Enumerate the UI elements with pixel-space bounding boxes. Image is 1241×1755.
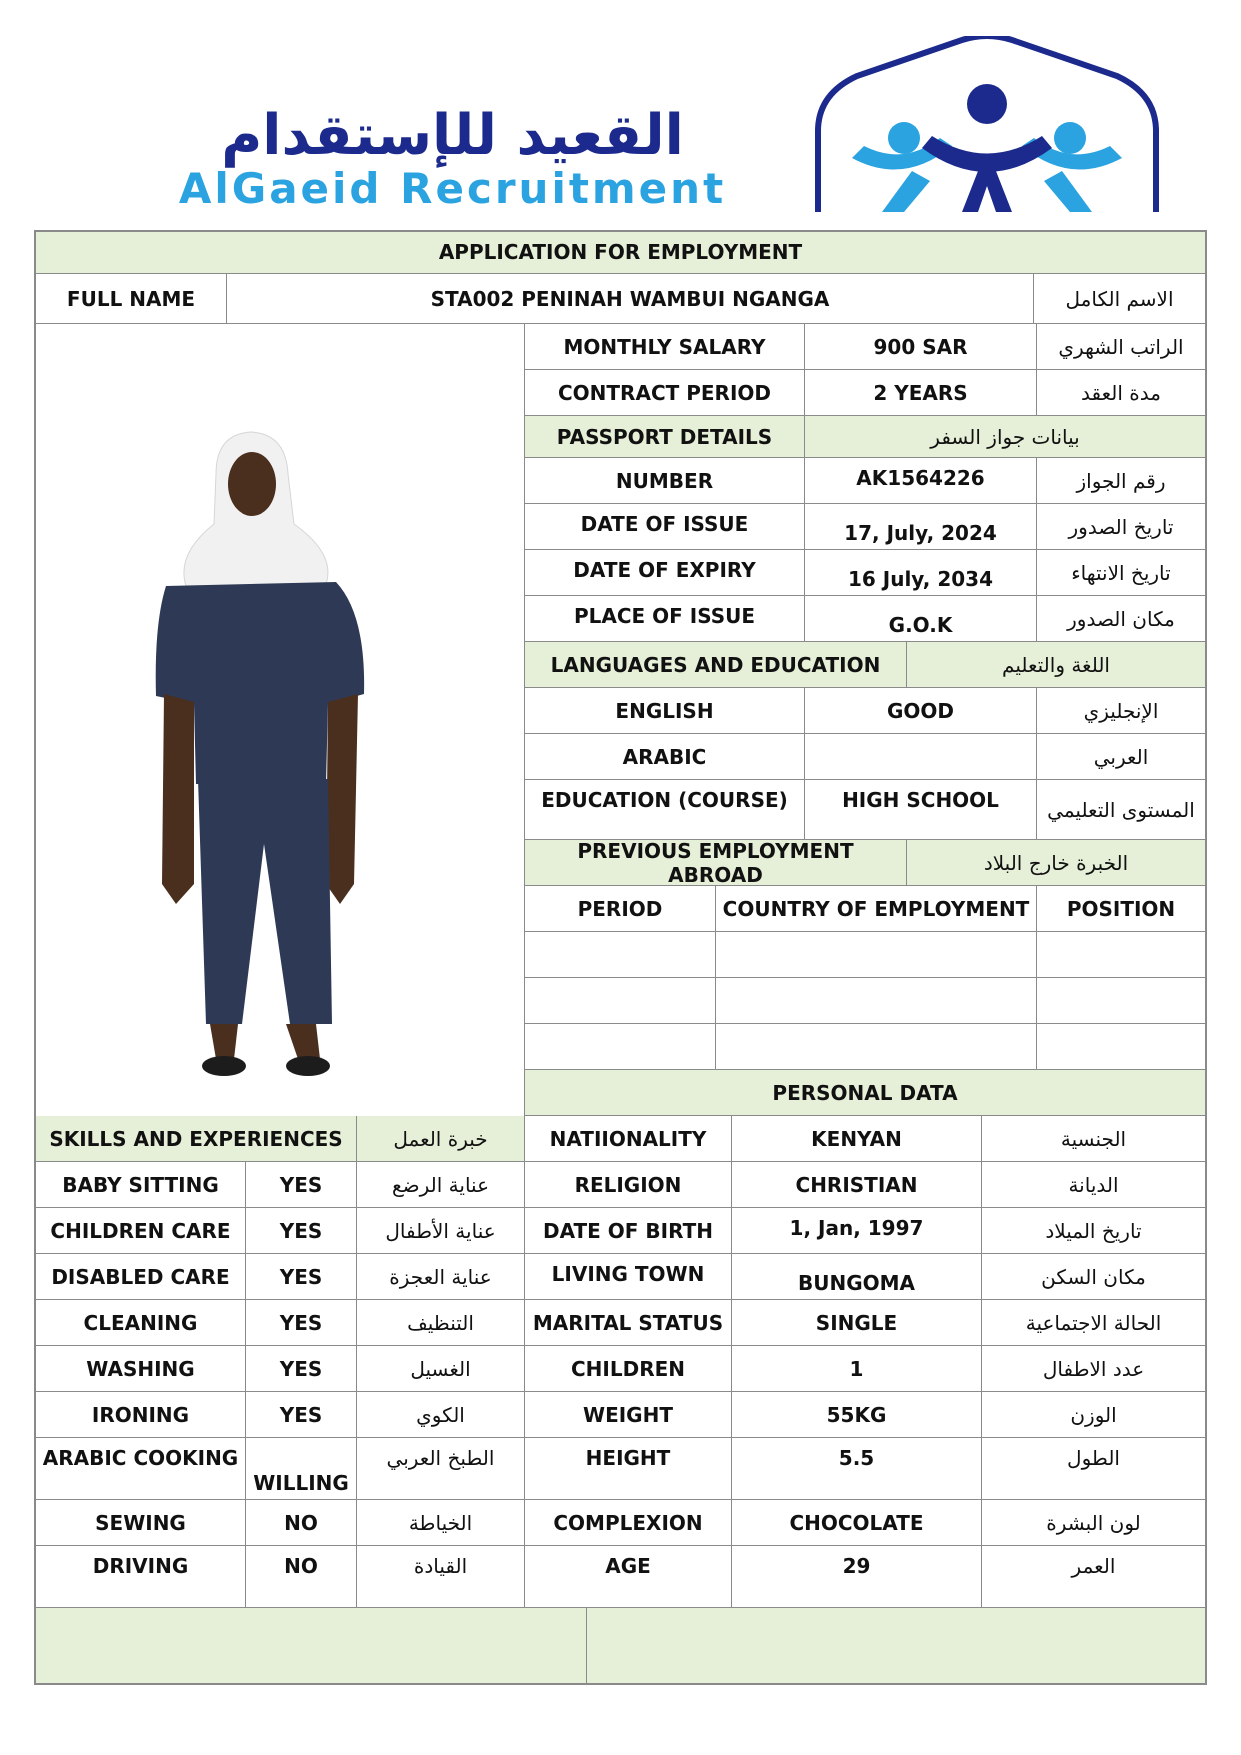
skill-label: CLEANING [36, 1300, 246, 1346]
skill-value: YES [246, 1162, 357, 1208]
employment-cell [716, 932, 1037, 978]
contract-period-label: CONTRACT PERIOD [525, 370, 805, 416]
place-of-issue-value: G.O.K [805, 596, 1037, 642]
skill-value: NO [246, 1546, 357, 1608]
personal-label-ar: الطول [982, 1438, 1205, 1500]
skill-label: IRONING [36, 1392, 246, 1438]
skill-label-ar: التنظيف [357, 1300, 525, 1346]
applicant-figure-icon [36, 324, 525, 1122]
employment-cell [1037, 932, 1205, 978]
monthly-salary-label: MONTHLY SALARY [525, 324, 805, 370]
personal-value: SINGLE [732, 1300, 982, 1346]
arabic-label: ARABIC [525, 734, 805, 780]
applicant-photo [36, 324, 525, 1122]
skill-value: NO [246, 1500, 357, 1546]
skill-label: BABY SITTING [36, 1162, 246, 1208]
personal-label: LIVING TOWN [525, 1254, 732, 1300]
skill-value: YES [246, 1346, 357, 1392]
skill-label-ar: القيادة [357, 1546, 525, 1608]
skills-title: SKILLS AND EXPERIENCES [36, 1116, 357, 1162]
personal-value: 5.5 [732, 1438, 982, 1500]
date-of-issue-label-ar: تاريخ الصدور [1037, 504, 1205, 550]
personal-value: 55KG [732, 1392, 982, 1438]
contract-period-value: 2 YEARS [805, 370, 1037, 416]
form-title: APPLICATION FOR EMPLOYMENT [36, 232, 1205, 274]
skill-value: YES [246, 1208, 357, 1254]
monthly-salary-value: 900 SAR [805, 324, 1037, 370]
personal-value: CHRISTIAN [732, 1162, 982, 1208]
personal-label: WEIGHT [525, 1392, 732, 1438]
passport-details-title-ar: بيانات جواز السفر [805, 416, 1205, 458]
education-value: HIGH SCHOOL [805, 780, 1037, 840]
logo-latin-text: AlGaeid Recruitment [178, 164, 727, 213]
skill-label-ar: الكوي [357, 1392, 525, 1438]
skill-label-ar: الطبخ العربي [357, 1438, 525, 1500]
full-name-label: FULL NAME [36, 274, 227, 324]
personal-label-ar: العمر [982, 1546, 1205, 1608]
full-name-label-ar: الاسم الكامل [1034, 274, 1205, 324]
date-of-expiry-value: 16 July, 2034 [805, 550, 1037, 596]
employment-cell [716, 978, 1037, 1024]
passport-number-label-ar: رقم الجواز [1037, 458, 1205, 504]
personal-label-ar: مكان السكن [982, 1254, 1205, 1300]
place-of-issue-label-ar: مكان الصدور [1037, 596, 1205, 642]
personal-label: AGE [525, 1546, 732, 1608]
logo-arabic-text: القعيد للإستقدام [221, 103, 684, 168]
passport-details-title: PASSPORT DETAILS [525, 416, 805, 458]
personal-label: MARITAL STATUS [525, 1300, 732, 1346]
education-label: EDUCATION (COURSE) [525, 780, 805, 840]
skill-label: WASHING [36, 1346, 246, 1392]
skill-label: DRIVING [36, 1546, 246, 1608]
personal-data-title: PERSONAL DATA [525, 1070, 1205, 1116]
employment-cell [716, 1024, 1037, 1070]
languages-title: LANGUAGES AND EDUCATION [525, 642, 907, 688]
date-of-issue-label: DATE OF ISSUE [525, 504, 805, 550]
date-of-expiry-label-ar: تاريخ الانتهاء [1037, 550, 1205, 596]
country-column-header: COUNTRY OF EMPLOYMENT [716, 886, 1037, 932]
skill-value: YES [246, 1300, 357, 1346]
arabic-label-ar: العربي [1037, 734, 1205, 780]
application-form [34, 230, 1207, 1685]
personal-value: 29 [732, 1546, 982, 1608]
education-label-ar: المستوى التعليمي [1037, 780, 1205, 840]
skill-label: SEWING [36, 1500, 246, 1546]
previous-employment-title: PREVIOUS EMPLOYMENT ABROAD [525, 840, 907, 886]
skill-label-ar: الخياطة [357, 1500, 525, 1546]
personal-label: HEIGHT [525, 1438, 732, 1500]
employment-cell [1037, 1024, 1205, 1070]
skill-label: CHILDREN CARE [36, 1208, 246, 1254]
english-value: GOOD [805, 688, 1037, 734]
skill-label-ar: الغسيل [357, 1346, 525, 1392]
personal-value: KENYAN [732, 1116, 982, 1162]
personal-label-ar: الوزن [982, 1392, 1205, 1438]
skill-label-ar: عناية الرضع [357, 1162, 525, 1208]
personal-value: BUNGOMA [732, 1254, 982, 1300]
passport-number-value: AK1564226 [805, 458, 1037, 504]
date-of-issue-value: 17, July, 2024 [805, 504, 1037, 550]
skill-label-ar: عناية العجزة [357, 1254, 525, 1300]
previous-employment-title-ar: الخبرة خارج البلاد [907, 840, 1205, 886]
footer-cell-left [36, 1608, 587, 1683]
full-name-value: STA002 PENINAH WAMBUI NGANGA [227, 274, 1034, 324]
skills-title-ar: خبرة العمل [357, 1116, 525, 1162]
personal-value: 1, Jan, 1997 [732, 1208, 982, 1254]
employment-cell [1037, 978, 1205, 1024]
position-column-header: POSITION [1037, 886, 1205, 932]
personal-label: DATE OF BIRTH [525, 1208, 732, 1254]
footer-cell-right [587, 1608, 1205, 1683]
personal-label: NATIIONALITY [525, 1116, 732, 1162]
passport-number-label: NUMBER [525, 458, 805, 504]
logo-mark-icon [812, 36, 1162, 214]
personal-label: RELIGION [525, 1162, 732, 1208]
skill-value: YES [246, 1392, 357, 1438]
personal-label: CHILDREN [525, 1346, 732, 1392]
monthly-salary-label-ar: الراتب الشهري [1037, 324, 1205, 370]
employment-cell [525, 978, 716, 1024]
english-label: ENGLISH [525, 688, 805, 734]
skill-value: YES [246, 1254, 357, 1300]
date-of-expiry-label: DATE OF EXPIRY [525, 550, 805, 596]
personal-label: COMPLEXION [525, 1500, 732, 1546]
employment-cell [525, 932, 716, 978]
period-column-header: PERIOD [525, 886, 716, 932]
personal-label-ar: الحالة الاجتماعية [982, 1300, 1205, 1346]
personal-value: 1 [732, 1346, 982, 1392]
personal-label-ar: الديانة [982, 1162, 1205, 1208]
skill-label: ARABIC COOKING [36, 1438, 246, 1500]
languages-title-ar: اللغة والتعليم [907, 642, 1205, 688]
contract-period-label-ar: مدة العقد [1037, 370, 1205, 416]
personal-label-ar: عدد الاطفال [982, 1346, 1205, 1392]
personal-value: CHOCOLATE [732, 1500, 982, 1546]
english-label-ar: الإنجليزي [1037, 688, 1205, 734]
skill-label: DISABLED CARE [36, 1254, 246, 1300]
personal-label-ar: لون البشرة [982, 1500, 1205, 1546]
place-of-issue-label: PLACE OF ISSUE [525, 596, 805, 642]
personal-label-ar: تاريخ الميلاد [982, 1208, 1205, 1254]
personal-label-ar: الجنسية [982, 1116, 1205, 1162]
skill-label-ar: عناية الأطفال [357, 1208, 525, 1254]
arabic-value [805, 734, 1037, 780]
skill-value: WILLING [246, 1438, 357, 1500]
employment-cell [525, 1024, 716, 1070]
